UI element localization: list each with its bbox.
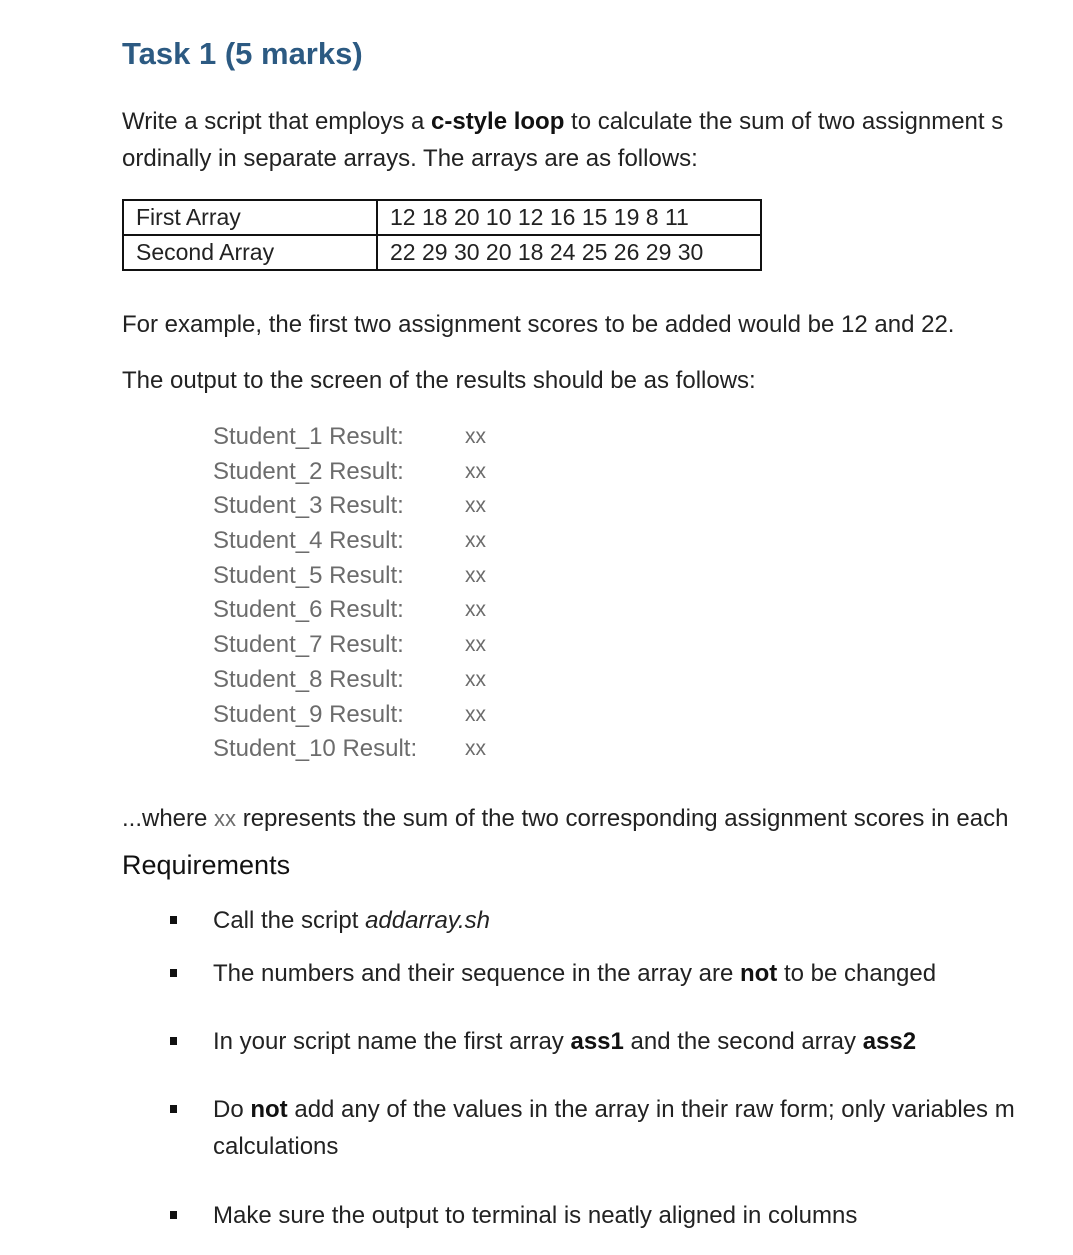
script-name-emphasis: addarray.sh [365, 907, 491, 934]
requirement-item: Call the script addarray.sh [213, 907, 491, 934]
result-row [213, 698, 513, 733]
array-values-cell: 22 29 30 20 18 24 25 26 29 30 [377, 235, 761, 270]
requirements-heading: Requirements [122, 850, 291, 880]
bullet-square-icon [170, 1211, 177, 1219]
result-value: xx [465, 494, 486, 518]
intro-line-1: Write a script that employs a c-style loop to calculate the sum of two assignment s [122, 108, 1004, 135]
requirement-item: The numbers and their sequence in the array are not to be changed [213, 960, 937, 987]
result-row [213, 559, 513, 594]
result-row [213, 628, 513, 663]
result-value: xx [465, 598, 486, 622]
task-heading: Task 1 (5 marks) [122, 36, 363, 71]
result-row [213, 420, 513, 455]
result-row [213, 489, 513, 524]
sample-output-block [213, 420, 513, 767]
result-label: Student_3 Result: [213, 492, 404, 520]
example-paragraph: For example, the first two assignment scores to be added would be 12 and 22. [122, 311, 955, 338]
bullet-square-icon [170, 1105, 177, 1113]
result-label: Student_10 Result: [213, 735, 418, 763]
bullet-square-icon [170, 1037, 177, 1045]
array-values-cell: 12 18 20 10 12 16 15 19 8 11 [377, 200, 761, 235]
arrays-table [122, 199, 762, 271]
result-value: xx [465, 737, 486, 761]
result-value: xx [465, 459, 486, 483]
where-paragraph: ...where xx represents the sum of the two corresponding assignment scores in each [122, 805, 1009, 832]
output-intro-paragraph: The output to the screen of the results should be as follows: [122, 367, 756, 394]
result-label: Student_4 Result: [213, 527, 404, 555]
requirement-item: Make sure the output to terminal is neatly aligned in columns [213, 1202, 858, 1229]
array-name-cell: First Array [123, 200, 377, 235]
result-row [213, 524, 513, 559]
requirement-item: Do not add any of the values in the array in their raw form; only variables m calculations [213, 1096, 1015, 1160]
result-label: Student_1 Result: [213, 423, 404, 450]
result-value: xx [465, 425, 486, 448]
result-row [213, 455, 513, 490]
result-value: xx [465, 563, 486, 587]
bullet-square-icon [170, 916, 177, 924]
table-row [123, 200, 761, 235]
intro-paragraph [122, 103, 1003, 177]
result-label: Student_8 Result: [213, 665, 404, 693]
intro-line-2: ordinally in separate arrays. The arrays are as follows: [122, 145, 698, 172]
result-label: Student_7 Result: [213, 631, 404, 659]
c-style-loop-emphasis: c-style loop [431, 108, 565, 135]
result-label: Student_6 Result: [213, 596, 404, 624]
result-value: xx [465, 667, 486, 691]
table-row [123, 235, 761, 270]
result-row [213, 732, 513, 767]
array-name-cell: Second Array [123, 235, 377, 270]
result-label: Student_9 Result: [213, 700, 404, 728]
result-label: Student_2 Result: [213, 457, 404, 485]
requirement-item: In your script name the first array ass1 and the second array ass2 [213, 1028, 917, 1055]
result-value: xx [465, 702, 486, 726]
xx-placeholder: xx [214, 806, 237, 831]
result-row [213, 663, 513, 698]
result-label: Student_5 Result: [213, 561, 404, 589]
bullet-square-icon [170, 969, 177, 977]
result-value: xx [465, 529, 486, 553]
result-row [213, 593, 513, 628]
result-value: xx [465, 633, 486, 657]
